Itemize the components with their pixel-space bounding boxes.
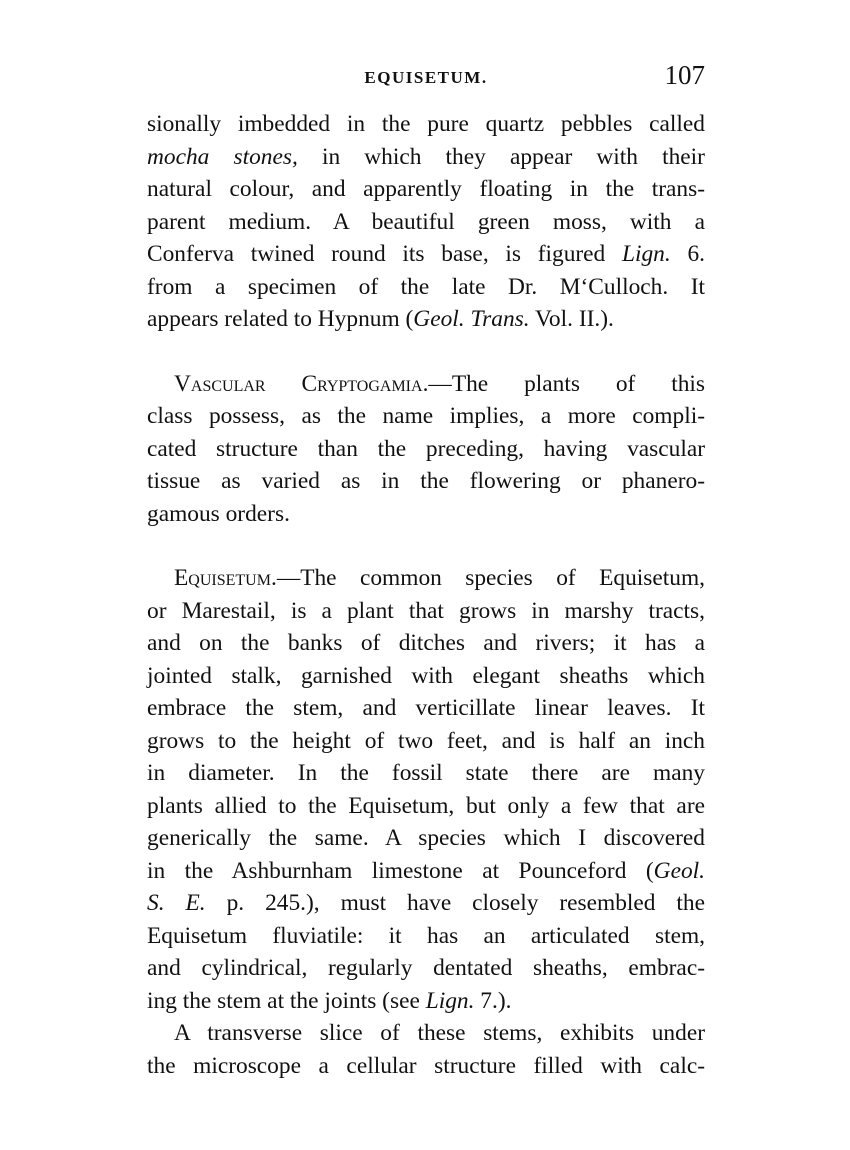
paragraph-vascular-cryptogamia bbox=[147, 368, 705, 531]
italic-text: Geol. bbox=[653, 857, 705, 884]
paragraph-mocha-stones bbox=[147, 108, 705, 336]
text-line: S. E. p. 245.), must have closely resembled the bbox=[147, 890, 705, 916]
text-line: from a specimen of the late Dr. M‘Culloch. It bbox=[147, 273, 705, 300]
text-line: Equisetum.—The common species of Equisetum, bbox=[174, 565, 705, 591]
text-line: or Marestail, is a plant that grows in marshy tracts, bbox=[147, 597, 705, 624]
italic-text: mocha stones, bbox=[147, 143, 298, 170]
body-text bbox=[147, 108, 705, 1082]
text-line: in the Ashburnham limestone at Pounceford (Geol. bbox=[147, 857, 705, 884]
text-line: generically the same. A species which I discovered bbox=[147, 825, 705, 851]
italic-text: S. E. bbox=[147, 890, 206, 916]
text-line: gamous orders. bbox=[147, 500, 290, 527]
section-heading: Equisetum. bbox=[174, 565, 277, 591]
text-line: and cylindrical, regularly dentated sheaths, embrac- bbox=[147, 955, 705, 981]
text-line: Equisetum fluviatile: it has an articulated stem, bbox=[147, 922, 705, 949]
text-line: mocha stones, in which they appear with their bbox=[147, 143, 705, 170]
text-line: parent medium. A beautiful green moss, with a bbox=[147, 208, 705, 235]
text-line: tissue as varied as in the flowering or phanero- bbox=[147, 468, 705, 494]
italic-text: Lign. bbox=[621, 241, 671, 267]
text-line: cated structure than the preceding, having vascular bbox=[147, 435, 705, 462]
text-line: in diameter. In the fossil state there are many bbox=[147, 760, 705, 786]
text-line: Conferva twined round its base, is figured Lign. 6. bbox=[147, 241, 705, 267]
text-line: sionally imbedded in the pure quartz pebbles called bbox=[147, 111, 705, 137]
text-line: plants allied to the Equisetum, but only a few that are bbox=[147, 792, 705, 819]
text-line: jointed stalk, garnished with elegant sheaths which bbox=[147, 662, 705, 689]
page-header bbox=[147, 58, 705, 94]
text-line: Vascular Cryptogamia.—The plants of this bbox=[174, 370, 706, 397]
text-line: natural colour, and apparently floating in the trans- bbox=[147, 176, 705, 202]
italic-text: Lign. bbox=[425, 987, 475, 1014]
text-line: ing the stem at the joints (see Lign. 7.). bbox=[147, 987, 512, 1014]
running-title: EQUISETUM. bbox=[364, 68, 488, 87]
paragraph-transverse-slice bbox=[147, 1017, 705, 1082]
paragraph-equisetum bbox=[147, 562, 705, 1017]
italic-text: Geol. Trans. bbox=[413, 306, 530, 332]
text-line: embrace the stem, and verticillate linear leaves. It bbox=[147, 695, 705, 721]
text-line: appears related to Hypnum (Geol. Trans. Vol. II.). bbox=[147, 306, 614, 332]
page-number: 107 bbox=[664, 60, 705, 90]
text-line: the microscope a cellular structure filled with calc- bbox=[147, 1052, 705, 1079]
text-line: grows to the height of two feet, and is half an inch bbox=[147, 727, 705, 754]
text-line: A transverse slice of these stems, exhibits under bbox=[174, 1020, 705, 1046]
text-line: class possess, as the name implies, a more compli- bbox=[147, 403, 705, 429]
text-line: and on the banks of ditches and rivers; it has a bbox=[147, 630, 705, 656]
section-heading: Vascular Cryptogamia. bbox=[174, 370, 429, 397]
